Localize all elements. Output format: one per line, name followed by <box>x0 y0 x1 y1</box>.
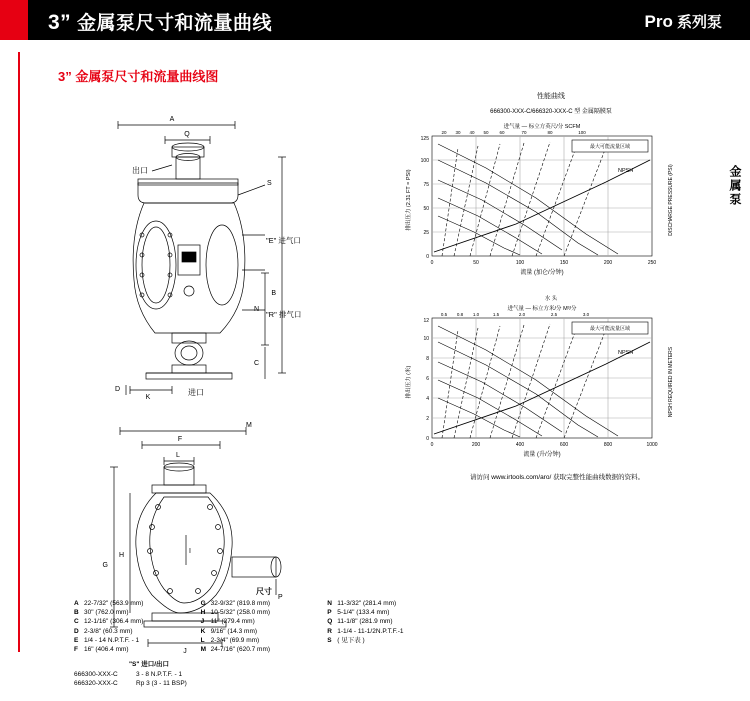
svg-text:M: M <box>246 422 252 429</box>
port-row <box>74 679 324 689</box>
svg-text:200: 200 <box>471 442 481 448</box>
dimension-value: ( 见下表 ) <box>337 636 365 644</box>
svg-text:800: 800 <box>603 442 613 448</box>
svg-text:J: J <box>183 648 187 655</box>
port-model: 666300-XXX-C <box>74 670 118 678</box>
dimension-value: 10-5/32" (258.0 mm) <box>210 609 271 617</box>
dimension-key: K <box>200 627 206 635</box>
dimension-row <box>74 617 201 626</box>
svg-text:50: 50 <box>473 260 479 266</box>
svg-text:NPSH REQUIRED IN METERS: NPSH REQUIRED IN METERS <box>668 346 674 418</box>
dimension-row <box>327 627 454 636</box>
dimension-key: A <box>74 600 79 607</box>
svg-text:400: 400 <box>515 442 525 448</box>
svg-text:流量 (加仑/分钟): 流量 (加仑/分钟) <box>520 270 564 276</box>
dimension-value: 11-1/8" (281.9 mm) <box>337 618 393 626</box>
dimension-row <box>201 636 328 645</box>
svg-text:最大可能流量区域: 最大可能流量区域 <box>589 326 631 332</box>
svg-text:666300-XXX-C/666320-XXX-C 型 金: 666300-XXX-C/666320-XXX-C 型 金属隔膜泵 <box>490 109 612 115</box>
svg-text:125: 125 <box>420 136 429 142</box>
svg-text:70: 70 <box>521 130 527 135</box>
page-title-size: 3” <box>48 11 72 34</box>
page-title <box>48 8 272 35</box>
svg-text:100: 100 <box>515 260 525 266</box>
port-spec: 3 - 8 N.P.T.F. - 1 <box>136 670 183 678</box>
dimension-key: Q <box>327 618 333 626</box>
dimension-value: 1/4 - 14 N.P.T.F. - 1 <box>84 636 140 644</box>
svg-text:A: A <box>169 116 175 123</box>
port-model: 666320-XXX-C <box>74 680 118 687</box>
dimension-value: 5-1/4" (133.4 mm) <box>337 609 390 617</box>
brand-series: 系列泵 <box>672 14 722 31</box>
svg-text:1.5: 1.5 <box>492 312 500 317</box>
port-table <box>74 660 324 689</box>
svg-text:P: P <box>278 594 283 601</box>
svg-text:100: 100 <box>578 130 586 135</box>
dimension-value: 30" (762.0 mm) <box>84 609 129 617</box>
svg-text:出口: 出口 <box>132 166 148 175</box>
dimension-row <box>327 599 454 608</box>
svg-text:NPSH: NPSH <box>618 168 634 174</box>
dimension-value: 22-7/32" (563.9 mm) <box>84 600 144 607</box>
svg-text:C: C <box>253 360 259 367</box>
dimension-row <box>74 627 201 636</box>
svg-text:水 头: 水 头 <box>544 296 558 302</box>
svg-text:200: 200 <box>603 260 613 266</box>
svg-text:NPSH: NPSH <box>618 350 634 356</box>
svg-text:Q: Q <box>184 131 190 138</box>
svg-text:4: 4 <box>426 396 429 402</box>
svg-text:0: 0 <box>430 260 434 266</box>
svg-text:0: 0 <box>426 254 429 260</box>
svg-text:DISCHARGE PRESSURE (PSI): DISCHARGE PRESSURE (PSI) <box>668 164 674 236</box>
dimension-value: 11" (279.4 mm) <box>210 618 255 626</box>
dimension-row <box>201 608 328 617</box>
dimension-value: 9/16" (14.3 mm) <box>210 627 258 635</box>
svg-text:2: 2 <box>426 416 429 422</box>
brand-label <box>644 11 722 32</box>
dimension-table <box>74 586 454 654</box>
port-row <box>74 670 324 680</box>
dimension-value: 2-3/8" (60.3 mm) <box>84 627 133 635</box>
svg-text:进气量 — 标立方英尺/分 SCFM: 进气量 — 标立方英尺/分 SCFM <box>503 124 581 130</box>
dimension-row <box>327 617 454 626</box>
dimension-key: L <box>200 636 205 644</box>
dimension-column-2 <box>201 599 328 654</box>
dimension-key: F <box>74 646 78 654</box>
svg-text:150: 150 <box>559 260 569 266</box>
dimension-key: N <box>327 600 332 607</box>
svg-text:进气量 — 标立方米/分 M³/分: 进气量 — 标立方米/分 M³/分 <box>507 306 577 312</box>
svg-text:0: 0 <box>430 442 434 448</box>
brand-pro: Pro <box>644 12 673 31</box>
dimension-key: B <box>74 609 79 617</box>
svg-text:最大可能流量区域: 最大可能流量区域 <box>589 144 631 150</box>
dimension-row <box>74 636 201 645</box>
svg-text:30: 30 <box>455 130 461 135</box>
port-table-title: "S" 进口/出口 <box>128 661 170 668</box>
dimension-value: 11-3/32" (281.4 mm) <box>337 600 397 607</box>
svg-text:6: 6 <box>426 376 429 382</box>
svg-text:2.5: 2.5 <box>550 312 558 317</box>
dimension-row <box>327 636 454 645</box>
dimension-column-3 <box>327 599 454 654</box>
svg-text:80: 80 <box>547 130 553 135</box>
dimension-value: 12-1/16" (306.4 mm) <box>84 618 144 626</box>
svg-text:1.0: 1.0 <box>472 312 480 317</box>
dimension-value: 32-9/32" (819.8 mm) <box>210 600 271 607</box>
svg-text:进口: 进口 <box>188 388 204 397</box>
svg-text:F: F <box>177 436 183 443</box>
svg-text:25: 25 <box>423 230 429 236</box>
page-header <box>0 0 750 40</box>
svg-text:12: 12 <box>423 318 429 324</box>
svg-text:I: I <box>189 548 191 555</box>
svg-text:H: H <box>118 552 124 559</box>
dimension-column-1 <box>74 599 201 654</box>
side-tab-label: 金属泵 <box>728 165 742 207</box>
svg-text:L: L <box>176 452 180 459</box>
performance-charts <box>386 88 716 488</box>
svg-text:0.5: 0.5 <box>440 312 448 317</box>
svg-text:排出压力 (米): 排出压力 (米) <box>406 365 412 399</box>
svg-text:0.8: 0.8 <box>456 312 464 317</box>
dimension-key: R <box>327 627 332 635</box>
dimension-value: 16" (406.4 mm) <box>84 646 129 654</box>
svg-text:50: 50 <box>423 206 429 212</box>
svg-text:0: 0 <box>426 436 429 442</box>
svg-text:排出压力 (2.31 FT = PSI): 排出压力 (2.31 FT = PSI) <box>406 169 412 231</box>
svg-text:S: S <box>267 180 272 187</box>
dimension-value: 24-7/16" (620.7 mm) <box>210 646 271 654</box>
port-spec: Rp 3 (3 - 11 BSP) <box>136 680 187 687</box>
svg-text:50: 50 <box>483 130 489 135</box>
svg-text:75: 75 <box>423 182 429 188</box>
svg-text:10: 10 <box>423 336 429 342</box>
dimension-row <box>201 645 328 654</box>
page-title-text: 金属泵尺寸和流量曲线 <box>71 13 272 34</box>
left-red-rule <box>18 52 20 652</box>
dimension-key: P <box>327 609 332 617</box>
svg-text:8: 8 <box>426 356 429 362</box>
svg-text:60: 60 <box>499 130 505 135</box>
svg-text:1000: 1000 <box>646 442 658 448</box>
svg-text:D: D <box>114 386 120 393</box>
dimension-value: 2-3/4" (69.9 mm) <box>210 636 260 644</box>
svg-text:3.0: 3.0 <box>582 312 590 317</box>
svg-text:B: B <box>271 290 276 297</box>
svg-text:N: N <box>253 306 259 313</box>
svg-text:流量 (升/分钟): 流量 (升/分钟) <box>523 452 561 458</box>
svg-text:K: K <box>145 394 151 401</box>
dimension-key: C <box>74 618 79 626</box>
header-accent-bar <box>0 0 28 40</box>
dimension-row <box>74 599 201 608</box>
svg-text:100: 100 <box>420 158 429 164</box>
dimension-key: H <box>200 609 206 617</box>
svg-text:G: G <box>102 562 108 569</box>
svg-text:"E" 进气口: "E" 进气口 <box>266 236 301 245</box>
dimension-key: E <box>74 636 79 644</box>
dimension-key: D <box>74 627 79 635</box>
dimension-key: M <box>200 646 207 654</box>
section-heading: 3” 金属泵尺寸和流量曲线图 <box>58 69 219 84</box>
svg-text:"R" 排气口: "R" 排气口 <box>266 310 302 319</box>
dimension-row <box>201 599 328 608</box>
dimension-row <box>74 645 201 654</box>
svg-text:600: 600 <box>559 442 569 448</box>
chart-footnote: 请访问 www.irtools.com/aro/ 获取完整性能曲线数据的资料。 <box>470 474 645 481</box>
dimension-key: S <box>327 636 332 644</box>
svg-text:2.0: 2.0 <box>518 312 526 317</box>
svg-text:性能曲线: 性能曲线 <box>537 93 565 100</box>
svg-text:20: 20 <box>441 130 447 135</box>
dimension-key: G <box>200 600 206 607</box>
svg-text:250: 250 <box>647 260 657 266</box>
dimension-row <box>327 608 454 617</box>
dimension-row <box>201 617 328 626</box>
dimension-key: J <box>200 618 205 626</box>
dimension-table-title: 尺寸 <box>256 587 272 596</box>
dimension-row <box>74 608 201 617</box>
dimension-value: 1-1/4 - 11-1/2N.P.T.F.-1 <box>337 627 404 635</box>
svg-text:40: 40 <box>469 130 475 135</box>
dimension-row <box>201 627 328 636</box>
